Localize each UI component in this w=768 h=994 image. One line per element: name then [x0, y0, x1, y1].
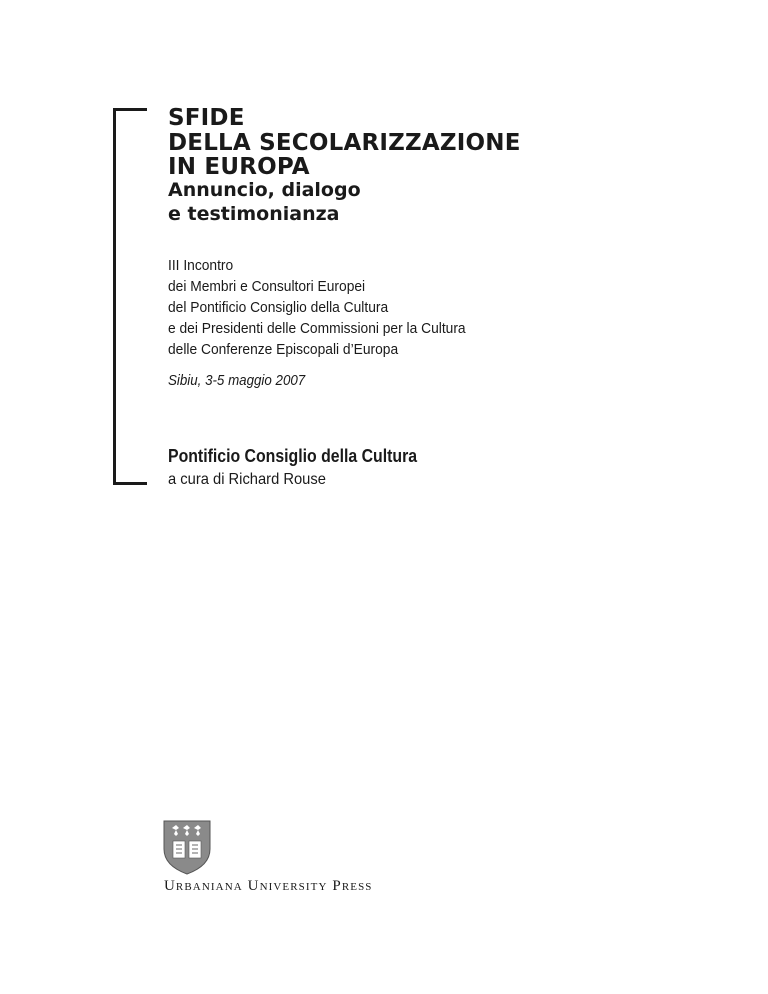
- meeting-line: delle Conferenze Episcopali d’Europa: [168, 341, 399, 358]
- meeting-line: del Pontificio Consiglio della Cultura: [168, 299, 389, 316]
- title-line: SFIDE: [168, 105, 245, 131]
- place-and-date: Sibiu, 3-5 maggio 2007: [168, 373, 306, 389]
- book-subtitle: [168, 178, 361, 226]
- university-shield-crest-icon: [162, 819, 212, 875]
- press-name: Urbaniana University Press: [164, 878, 373, 894]
- meeting-line: e dei Presidenti delle Commissioni per la Cultura: [168, 320, 466, 337]
- publisher-name: Pontificio Consiglio della Cultura: [168, 446, 418, 466]
- meeting-description: [168, 255, 466, 360]
- title-frame-bracket: [113, 108, 147, 485]
- title-line: DELLA SECOLARIZZAZIONE: [168, 129, 521, 156]
- book-title: [168, 106, 521, 180]
- subtitle-line: Annuncio, dialogo: [168, 179, 361, 201]
- title-line: IN EUROPA: [168, 154, 310, 180]
- meeting-line: III Incontro: [168, 257, 234, 274]
- meeting-line: dei Membri e Consultori Europei: [168, 278, 366, 295]
- subtitle-line: e testimonianza: [168, 203, 340, 225]
- editor-credit: a cura di Richard Rouse: [168, 471, 326, 488]
